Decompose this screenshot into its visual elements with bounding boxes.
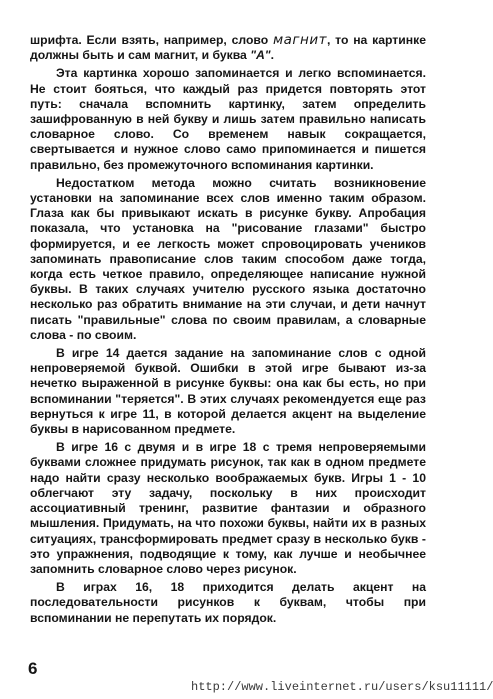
page-body [30,33,426,629]
paragraph-1 [30,33,426,63]
paragraph-1-start: шрифта. Если взять, например, слово [30,33,273,47]
paragraph-3: Недостатком метода можно считать возникновение установки на запоминание всех слов именно таким образом. Глаза как бы привыкают искать в рисунке букву. Апробация показала, что установка на "рисование глазами" быстро формируется, и ее легкость может спровоцировать учеников запоминать правописание слов таким способом даже тогда, когда есть четкое правило, определяющее написание нужной буквы. В таких случаях учителю русского языка достаточно несколько раз обратить внимание на эти случаи, и дети начнут писать "правильные" слова по своим правилам, а словарные слова - по своим. [30,175,426,342]
paragraph-1-end: . [270,48,274,63]
page-number: 6 [28,659,38,678]
paragraph-2: Эта картинка хорошо запоминается и легко вспоминается. Не стоит бояться, что каждый раз придется повторять этот путь: сначала вспомнить картинку, затем определить зашифрованную в ней букву и лишь затем правильно написать словарное слово. Со временем навык сокращается, свертывается и нужное слово само припоминается и пишется правильно, без промежуточного вспоминания картинки. [30,66,426,172]
paragraph-1-middle: , то на картинке должны быть и сам магнит, и буква [30,33,426,63]
paragraph-4: В игре 14 дается задание на запоминание слов с одной непроверяемой буквой. Ошибки в этой игре бывают из-за нечетко выраженной в рисунке буквы: она как бы есть, но при вспоминании "теряется". В этих случаях рекомендуется еще раз вернуться к игре 11, в которой делается акцент на выделение буквы в нарисованном предмете. [30,346,426,437]
paragraph-6: В играх 16, 18 приходится делать акцент на последовательности рисунков к буквам, чтобы при вспоминании не перепутать их порядок. [30,580,426,625]
example-word: магнит [272,32,327,48]
example-letter: "А" [250,48,271,63]
paragraph-5: В игре 16 с двумя и в игре 18 с тремя непроверяемыми буквами сложнее придумать рисунок, так как в одном предмете надо найти сразу несколько воображаемых букв. Игры 1 - 10 облегчают эту задачу, поскольку в них происходит ассоциативный тренинг, развитие фантазии и образного мышления. Придумать, на что похожи буквы, найти их в разных ситуациях, трансформировать предмет сразу в несколько букв - это упражнения, подводящие к тому, как лучше и необычнее запомнить словарное слово через рисунок. [30,440,426,576]
watermark-url: http://www.liveinternet.ru/users/ksu11111/ [191,680,493,694]
